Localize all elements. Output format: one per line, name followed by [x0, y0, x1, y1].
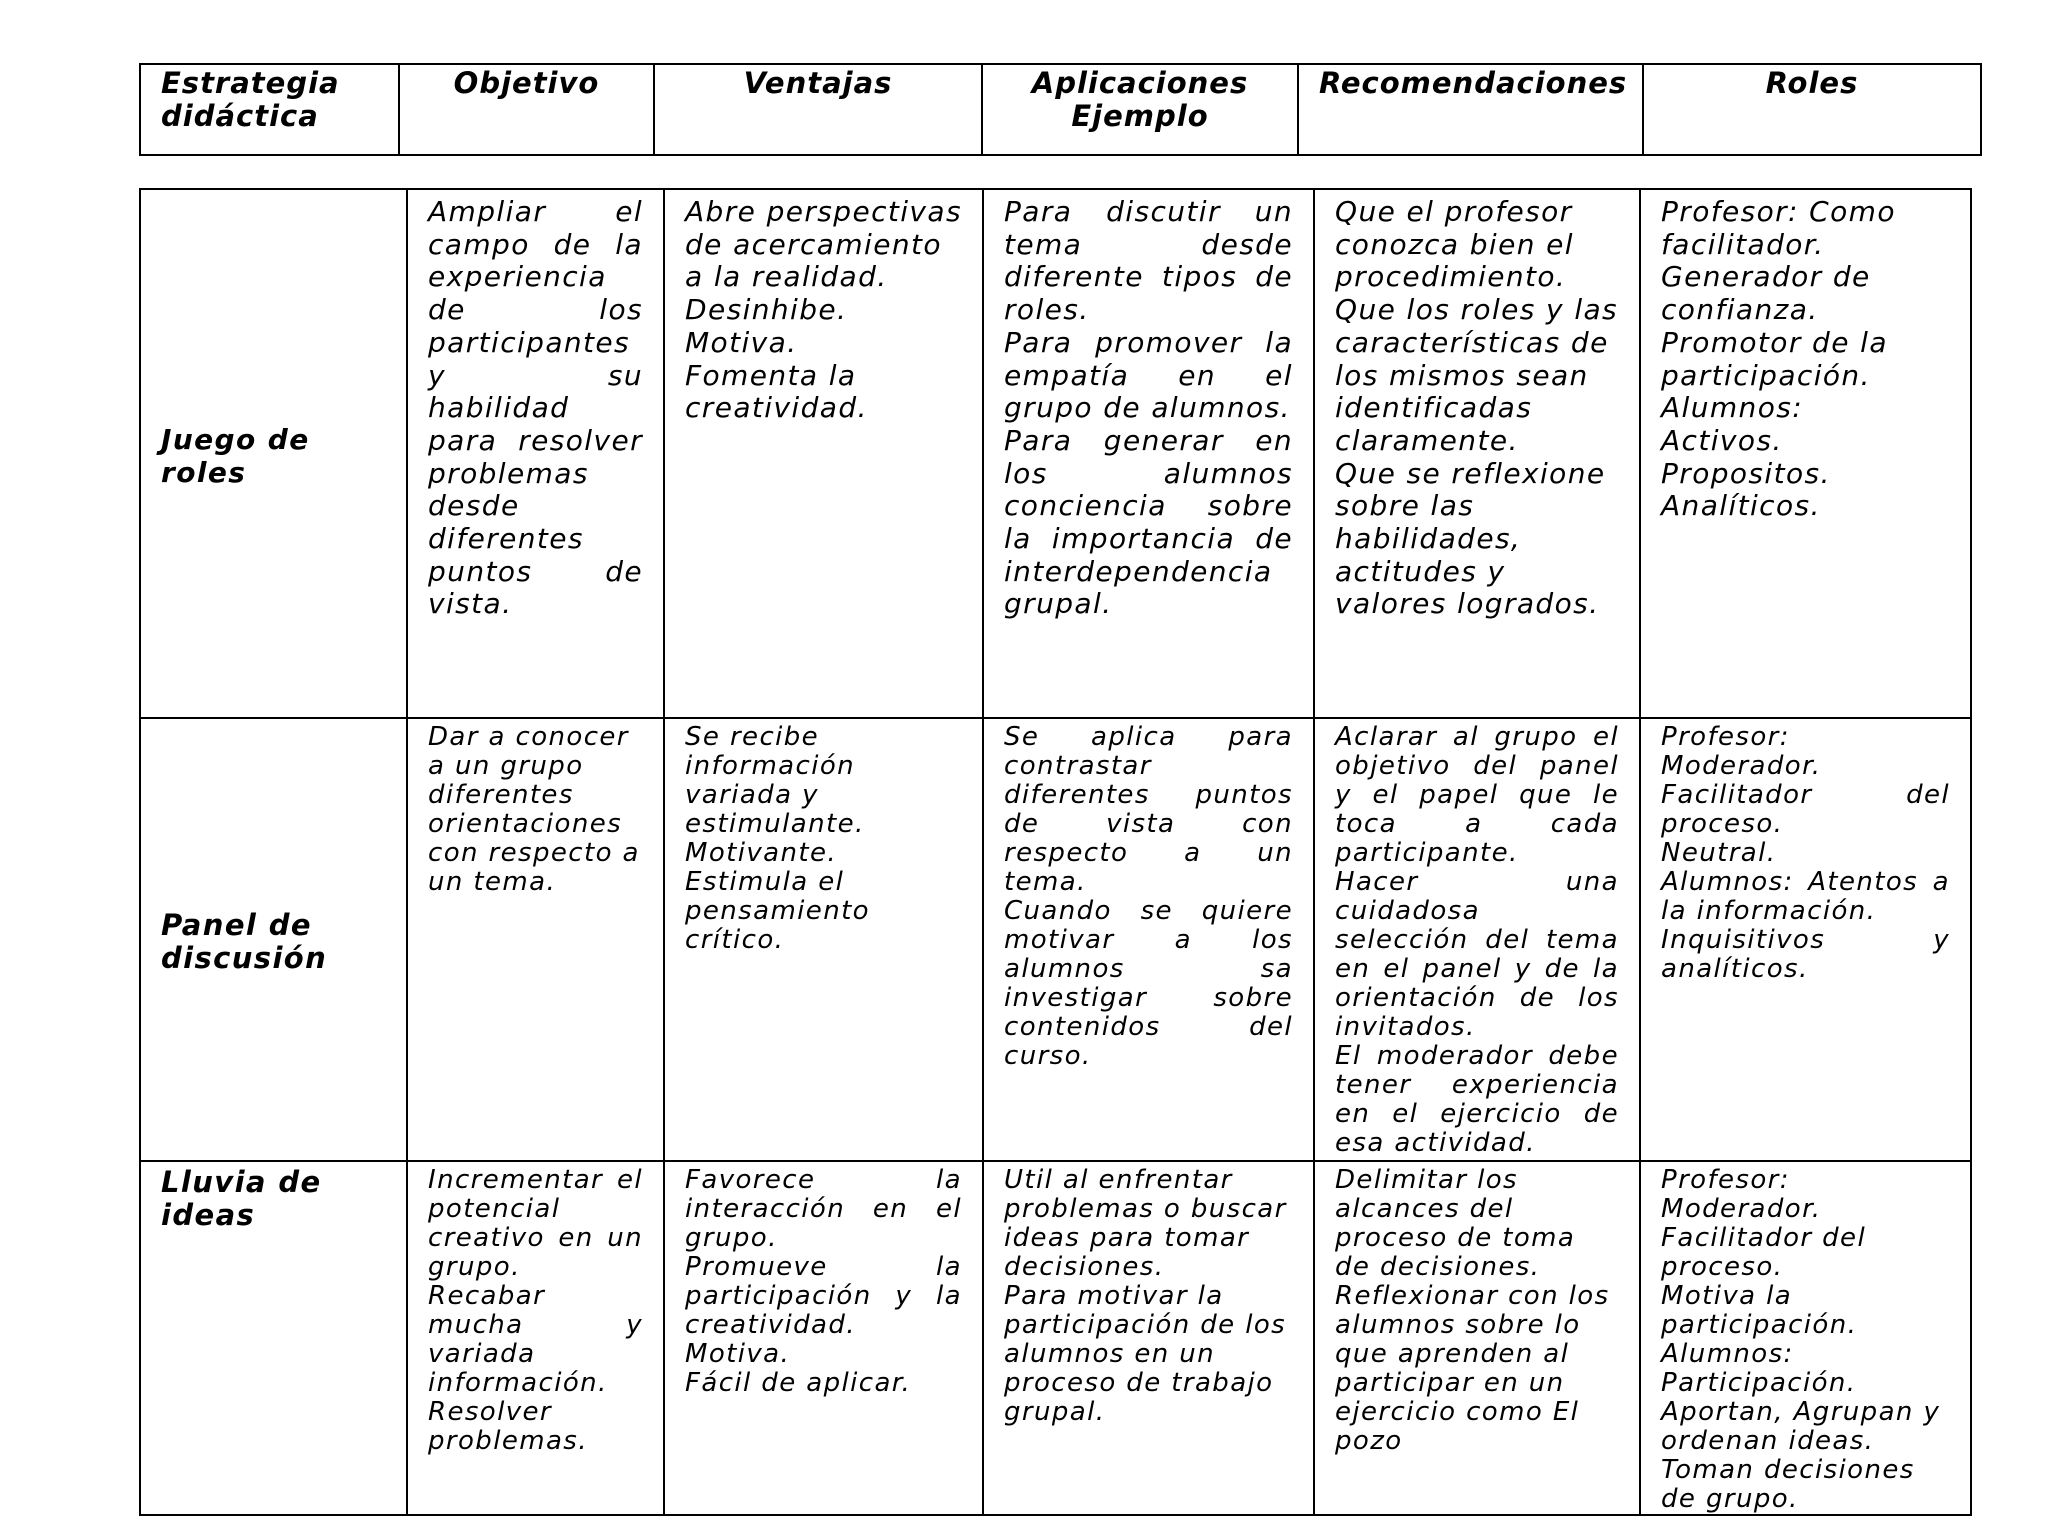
- list-item: Inquisitivos y analíticos.: [1661, 925, 1950, 984]
- list-item: Que se reflexione sobre las habilidades, actitudes y valores logrados.: [1335, 456, 1606, 621]
- list-item: Participación.: [1661, 1368, 1857, 1398]
- list-item: Abre perspectivas de acercamiento a la realidad.: [685, 195, 962, 294]
- list-item: Estimula el pensamiento crítico.: [685, 867, 870, 955]
- ventajas-cell: [664, 1161, 983, 1515]
- list-item: Generador de confianza.: [1661, 260, 1871, 327]
- objetivo-cell: Dar a conocer a un grupo diferentes orientaciones con respecto a un tema.: [407, 718, 664, 1161]
- list-item: Favorece la interacción en el grupo.: [685, 1165, 962, 1253]
- estrategia-cell: Juego de roles: [140, 189, 407, 718]
- recomendaciones-cell: [1314, 189, 1640, 718]
- list-item: Incrementar el potencial creativo en un grupo.: [428, 1165, 643, 1282]
- list-item: Motivante.: [685, 838, 838, 868]
- list-item: Aclarar al grupo el objetivo del panel y el papel que le toca a cada participante.: [1335, 722, 1619, 868]
- list-item: Activos.: [1661, 423, 1783, 457]
- list-item: Reflexionar con los alumnos sobre lo que aprenden al participar en un ejercicio como El pozo: [1335, 1281, 1610, 1456]
- list-item: Fomenta la creatividad.: [685, 358, 868, 425]
- aplicaciones-cell: [983, 718, 1314, 1161]
- list-item: Motiva.: [685, 325, 798, 359]
- list-item: Se aplica para contrastar diferentes puntos de vista con respecto a un tema.: [1004, 722, 1293, 897]
- estrategia-cell: Lluvia de ideas: [140, 1161, 407, 1515]
- roles-cell: [1640, 1161, 1971, 1515]
- list-item: Se recibe información variada y estimulante.: [685, 722, 865, 839]
- list-item: Que el profesor conozca bien el procedimiento.: [1335, 195, 1574, 294]
- list-item: Para motivar la participación de los alumnos en un proceso de trabajo grupal.: [1004, 1281, 1287, 1427]
- aplicaciones-cell: [983, 189, 1314, 718]
- list-item: Profesor:: [1661, 1165, 1790, 1195]
- list-item: Util al enfrentar problemas o buscar ideas para tomar decisiones.: [1004, 1165, 1287, 1282]
- header-roles: Roles: [1643, 64, 1981, 155]
- list-item: Alumnos: Atentos a la información.: [1661, 867, 1950, 926]
- list-item: Alumnos:: [1661, 391, 1804, 425]
- list-item: Neutral.: [1661, 838, 1777, 868]
- list-item: Promotor de la participación.: [1661, 325, 1888, 392]
- recomendaciones-cell: [1314, 718, 1640, 1161]
- header-objetivo: Objetivo: [399, 64, 654, 155]
- aplicaciones-cell: [983, 1161, 1314, 1515]
- table-row-lluvia-de-ideas: [140, 1161, 1971, 1515]
- list-item: Motiva.: [685, 1339, 791, 1369]
- list-item: Facilitador del proceso.: [1661, 780, 1950, 839]
- list-item: Profesor: Como facilitador.: [1661, 195, 1896, 261]
- list-item: Resolver problemas.: [428, 1397, 588, 1456]
- recomendaciones-cell: [1314, 1161, 1640, 1515]
- list-item: Moderador.: [1661, 1194, 1822, 1224]
- table-row-panel-de-discusion: [140, 718, 1971, 1161]
- objetivo-cell: Ampliar el campo de la experiencia de los participantes y su habilidad para resolver problemas desde diferentes puntos de vista.: [407, 189, 664, 718]
- list-item: El moderador debe tener experiencia en el ejercicio de esa actividad.: [1335, 1041, 1619, 1158]
- roles-cell: [1640, 189, 1971, 718]
- table-row-juego-de-roles: [140, 189, 1971, 718]
- list-item: Para discutir un tema desde diferente tipos de roles.: [1004, 195, 1293, 327]
- estrategia-cell: Panel de discusión: [140, 718, 407, 1161]
- header-aplicaciones: Aplicaciones Ejemplo: [982, 64, 1298, 155]
- list-item: Profesor:: [1661, 722, 1790, 752]
- list-item: Cuando se quiere motivar a los alumnos sa investigar sobre contenidos del curso.: [1004, 896, 1293, 1071]
- list-item: Facilitador del proceso.: [1661, 1223, 1867, 1282]
- list-item: Para promover la empatía en el grupo de alumnos.: [1004, 325, 1293, 425]
- header-row: [140, 64, 1981, 155]
- list-item: Alumnos:: [1661, 1339, 1794, 1369]
- list-item: Toman decisiones de grupo.: [1661, 1455, 1915, 1514]
- list-item: Moderador.: [1661, 751, 1822, 781]
- header-table: [139, 63, 1982, 156]
- list-item: Analíticos.: [1661, 489, 1821, 523]
- list-item: Motiva la participación.: [1661, 1281, 1858, 1340]
- list-item: Promueve la participación y la creatividad.: [685, 1252, 962, 1340]
- list-item: Aportan, Agrupan y ordenan ideas.: [1661, 1397, 1941, 1456]
- ventajas-cell: [664, 718, 983, 1161]
- roles-cell: [1640, 718, 1971, 1161]
- list-item: Propositos.: [1661, 456, 1831, 490]
- list-item: Para generar en los alumnos conciencia sobre la importancia de interdependencia grupal.: [1004, 423, 1293, 621]
- list-item: Fácil de aplicar.: [685, 1368, 912, 1398]
- list-item: Delimitar los alcances del proceso de toma de decisiones.: [1335, 1165, 1576, 1282]
- list-item: Desinhibe.: [685, 293, 848, 327]
- list-item: Hacer una cuidadosa selección del tema en el panel y de la orientación de los invitados.: [1335, 867, 1619, 1042]
- header-recomendaciones: Recomendaciones: [1298, 64, 1643, 155]
- strategies-table: [139, 188, 1972, 1516]
- header-ventajas: Ventajas: [654, 64, 982, 155]
- list-item: Recabar mucha y variada información.: [428, 1281, 643, 1398]
- header-estrategia: Estrategia didáctica: [140, 64, 399, 155]
- objetivo-cell: [407, 1161, 664, 1515]
- ventajas-cell: [664, 189, 983, 718]
- list-item: Que los roles y las características de los mismos sean identificadas claramente.: [1335, 293, 1619, 457]
